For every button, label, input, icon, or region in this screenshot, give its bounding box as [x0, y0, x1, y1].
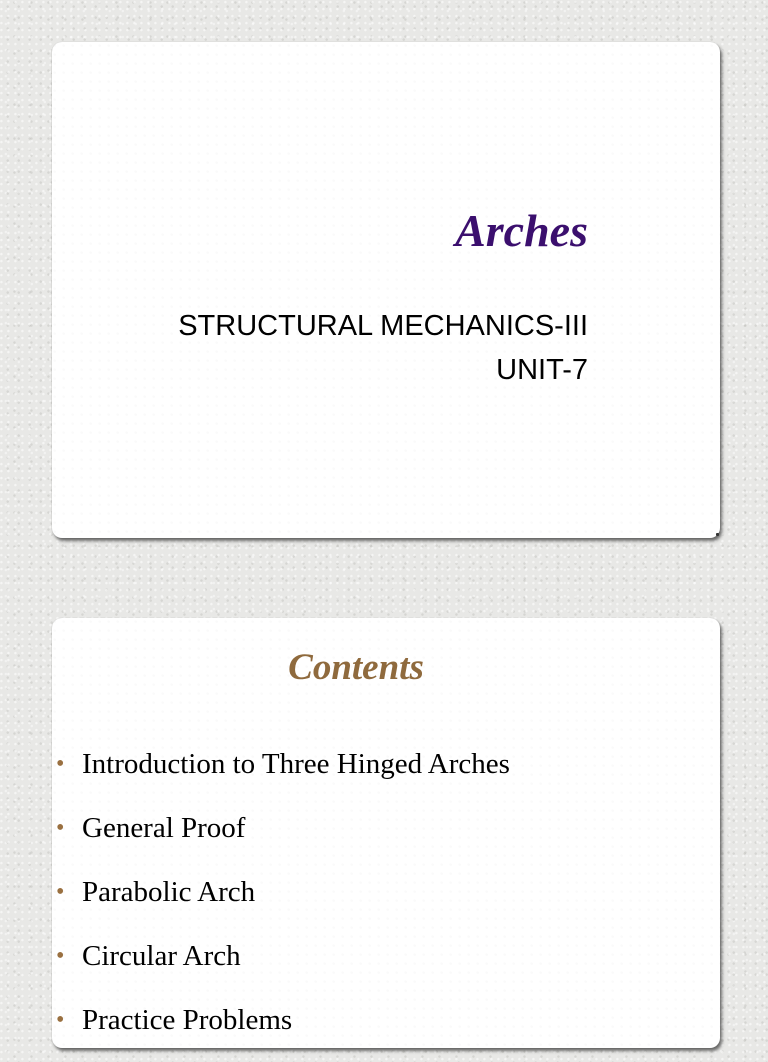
list-item — [52, 870, 510, 934]
list-item-label: Practice Problems — [82, 1004, 293, 1036]
bullet-dot-icon: • — [56, 1007, 65, 1033]
list-item-label: Circular Arch — [82, 940, 241, 972]
list-item — [52, 934, 510, 998]
subtitle-line-course: STRUCTURAL MECHANICS-III — [178, 310, 588, 342]
contents-heading: Contents — [288, 647, 424, 688]
corner-marker — [716, 533, 719, 536]
bullet-dot-icon: • — [56, 751, 65, 777]
bullet-dot-icon: • — [56, 943, 65, 969]
title-slide — [52, 42, 720, 538]
list-item — [52, 742, 510, 806]
slide-title: Arches — [455, 205, 588, 256]
list-item-label: Parabolic Arch — [82, 876, 256, 908]
bullet-dot-icon: • — [56, 815, 65, 841]
list-item-label: Introduction to Three Hinged Arches — [82, 748, 510, 780]
subtitle-line-unit: UNIT-7 — [496, 354, 588, 386]
contents-list — [52, 742, 510, 1062]
bullet-dot-icon: • — [56, 879, 65, 905]
slide-subtitle — [178, 304, 588, 392]
contents-slide — [52, 618, 720, 1048]
list-item — [52, 998, 510, 1062]
list-item — [52, 806, 510, 870]
list-item-label: General Proof — [82, 812, 246, 844]
